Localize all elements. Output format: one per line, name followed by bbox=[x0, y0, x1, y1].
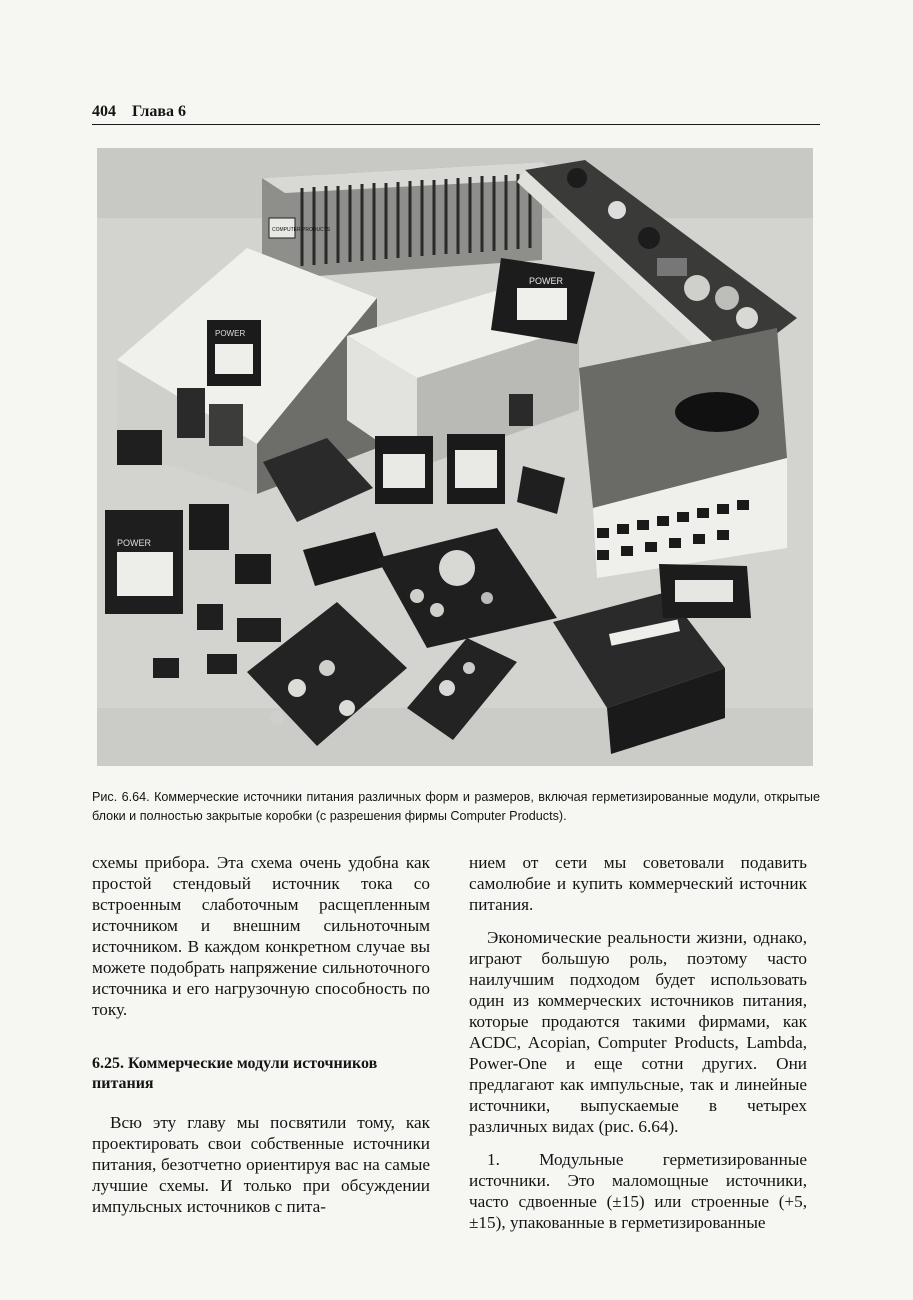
svg-text:POWER: POWER bbox=[529, 276, 564, 286]
section-number: 6.25. bbox=[92, 1055, 124, 1072]
enclosed-supply-right bbox=[579, 328, 787, 578]
svg-text:COMPUTER PRODUCTS: COMPUTER PRODUCTS bbox=[272, 227, 331, 233]
chapter-title: Глава 6 bbox=[132, 103, 186, 120]
running-head bbox=[92, 102, 820, 122]
paragraph: Всю эту главу мы посвятили тому, как проектировать свои собственные источники питания, безотчетно ориентируя вас на самые лучшие схемы. И только при обсуждении импульсных источников с пита- bbox=[92, 1113, 430, 1216]
section-title: Коммерческие модули источников питания bbox=[92, 1055, 378, 1092]
header-rule bbox=[92, 124, 820, 125]
paragraph: нием от сети мы советовали подавить самолюбие и купить коммерческий источник питания. bbox=[469, 853, 807, 914]
left-column bbox=[92, 852, 430, 1217]
paragraph: Экономические реальности жизни, однако, играют большую роль, поэтому часто наилучшим подходом будет использовать один из коммерческих источников питания, которые продаются такими фирмами, как ACDC, Acopian, Computer Products, Lambda, Power-One и еще сотни других. Они предлагают как импульсные, так и линейные источники, выпускаемые в четырех различных видах (рис. 6.64). bbox=[469, 928, 807, 1136]
page-number: 404 bbox=[92, 103, 116, 120]
svg-text:POWER: POWER bbox=[117, 538, 152, 548]
figure-photo bbox=[97, 148, 813, 766]
figure-caption: Рис. 6.64. Коммерческие источники питания различных форм и размеров, включая герметизированные модули, открытые блоки и полностью закрытые коробки (с разрешения фирмы Computer Products). bbox=[92, 790, 820, 823]
right-column bbox=[469, 852, 807, 1233]
power-supplies-photo bbox=[97, 148, 813, 766]
power-module-top bbox=[207, 320, 261, 386]
paragraph: 1. Модульные герметизированные источники. Это маломощные источники, часто сдвоенные (±15) или строенные (+5, ±15), упакованные в герметизированные bbox=[469, 1150, 807, 1232]
power-module-angled bbox=[491, 258, 595, 344]
paragraph: схемы прибора. Эта схема очень удобна как простой стендовый источник тока со встроенным слаботочным расщепленным источником и внешним сильноточным источником. В каждом конкретном случае вы можете подобрать напряжение сильноточного источника и его нагрузочную способность по току. bbox=[92, 853, 430, 1019]
heatsink-module bbox=[105, 510, 183, 614]
section-heading bbox=[92, 1054, 430, 1094]
svg-text:POWER: POWER bbox=[215, 329, 246, 338]
